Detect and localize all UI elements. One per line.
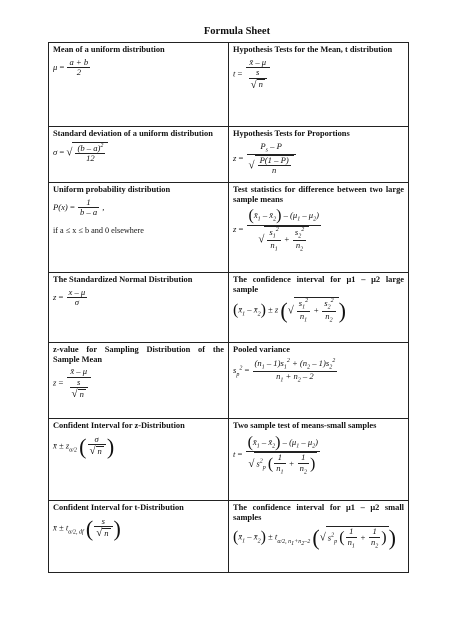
cell-heading: Mean of a uniform distribution [53,45,165,54]
cell-ci-large-sample [229,273,409,343]
cell-large-sample-diff [229,183,409,273]
cell-heading: Confident Interval for z-Distribution [53,421,185,430]
cell-heading: Pooled variance [233,345,290,354]
formula-uniform-sd: σ = √ $\frac{(b - a)^2}{12}$ [53,142,224,164]
cell-heading: The Standardized Normal Distribution [53,275,193,284]
cell-heading: Uniform probability distribution [53,185,171,194]
page-title: Formula Sheet [203,26,271,37]
cell-heading: The confidence interval for μ1 – μ2 small samples [233,503,404,522]
cell-ci-t [49,501,229,573]
formula-ci-z: x̄ ± $z_{\alpha/2}$ ( $\frac{\sigma}{√ n}$ ) [53,433,115,459]
uniform-condition-note: if a ≤ x ≤ b and 0 elsewhere [53,225,144,235]
cell-heading: z-value for Sampling Distribution of the Sample Mean [53,345,224,364]
formula-standard-normal: z = $\frac{x - \mu}{\sigma}$ [53,286,86,308]
cell-ci-z [49,419,229,501]
formula-t-stat: t = $\frac{x̄ - \mu}{\frac{s}{√ n}}$ [233,58,404,91]
cell-heading: Confident Interval for t-Distribution [53,503,184,512]
formula-proportion-z: z = $P_s$ – P √ $\frac{P(1 - P)}{n}$ [233,142,404,176]
cell-heading: Two sample test of means-small samples [233,421,377,430]
cell-heading: Test statistics for difference between two large sample means [233,185,404,204]
formula-pooled-variance: $s_p^2$ = $\frac{(n_1 - 1)s_1^2 + (n_2 - 1)s_2^2}{n_1 + n_2 - 2}$ [233,357,336,384]
cell-heading: The confidence interval for μ1 – μ2 large sample [233,275,404,294]
cell-heading: Hypothesis Tests for Proportions [233,129,350,138]
formula-uniform-mean: μ = $\frac{a + b}{2}$ [53,56,89,78]
cell-uniform-pdf [49,183,229,273]
cell-heading: Hypothesis Tests for the Mean, t distribution [233,45,393,54]
cell-uniform-sd [49,127,229,183]
formula-z-sampling-mean: z = $\frac{x̄ - \mu}{\frac{s}{√ n}}$ [53,367,224,400]
formula-table [48,42,409,573]
formula-uniform-pdf: P(x) = $\frac{1}{b - a}$ , [53,196,105,218]
cell-standard-normal [49,273,229,343]
cell-pooled-variance [229,343,409,419]
formula-small-sample-t: t = ($x̄_1$ – $x̄_2) - (\mu_1 - \mu_2)$ √ $s^2_p$ ( $\frac{1}{n_1}$ + $\frac{1}{n_2}$ ) [233,433,319,476]
cell-small-sample-test [229,419,409,501]
cell-t-test-mean [229,43,409,127]
formula-ci-large-sample: ($x̄_1$ – $x̄_2) \pm z$ (√ $\frac{s_1^2}{n_1}$ + $\frac{s_2^2}{n_2}$ ) [233,298,346,325]
cell-uniform-mean [49,43,229,127]
cell-z-sampling-mean [49,343,229,419]
formula-ci-t: x̄ ± $t_{\alpha/2, df}$ ( $\frac{s}{√ n}$ ) [53,515,121,541]
cell-proportion-test [229,127,409,183]
formula-large-sample-z: z = ($x̄_1$ – $x̄_2) - (\mu_1 - \mu_2)$ √ $\frac{s_1^2}{n_1}$ + $\frac{s_2^2}{n_2}$ [233,207,319,253]
cell-heading: Standard deviation of a uniform distribution [53,129,213,138]
formula-ci-small-sample: ($x̄_1$ – $x̄_2) \pm t_{\alpha/2, n_1+n_2-2}$ (√ $s^2_p$ ( $\frac{1}{n_1}$ + $\frac{1}{n_2}$ )) [233,525,396,551]
cell-ci-small-sample [229,501,409,573]
